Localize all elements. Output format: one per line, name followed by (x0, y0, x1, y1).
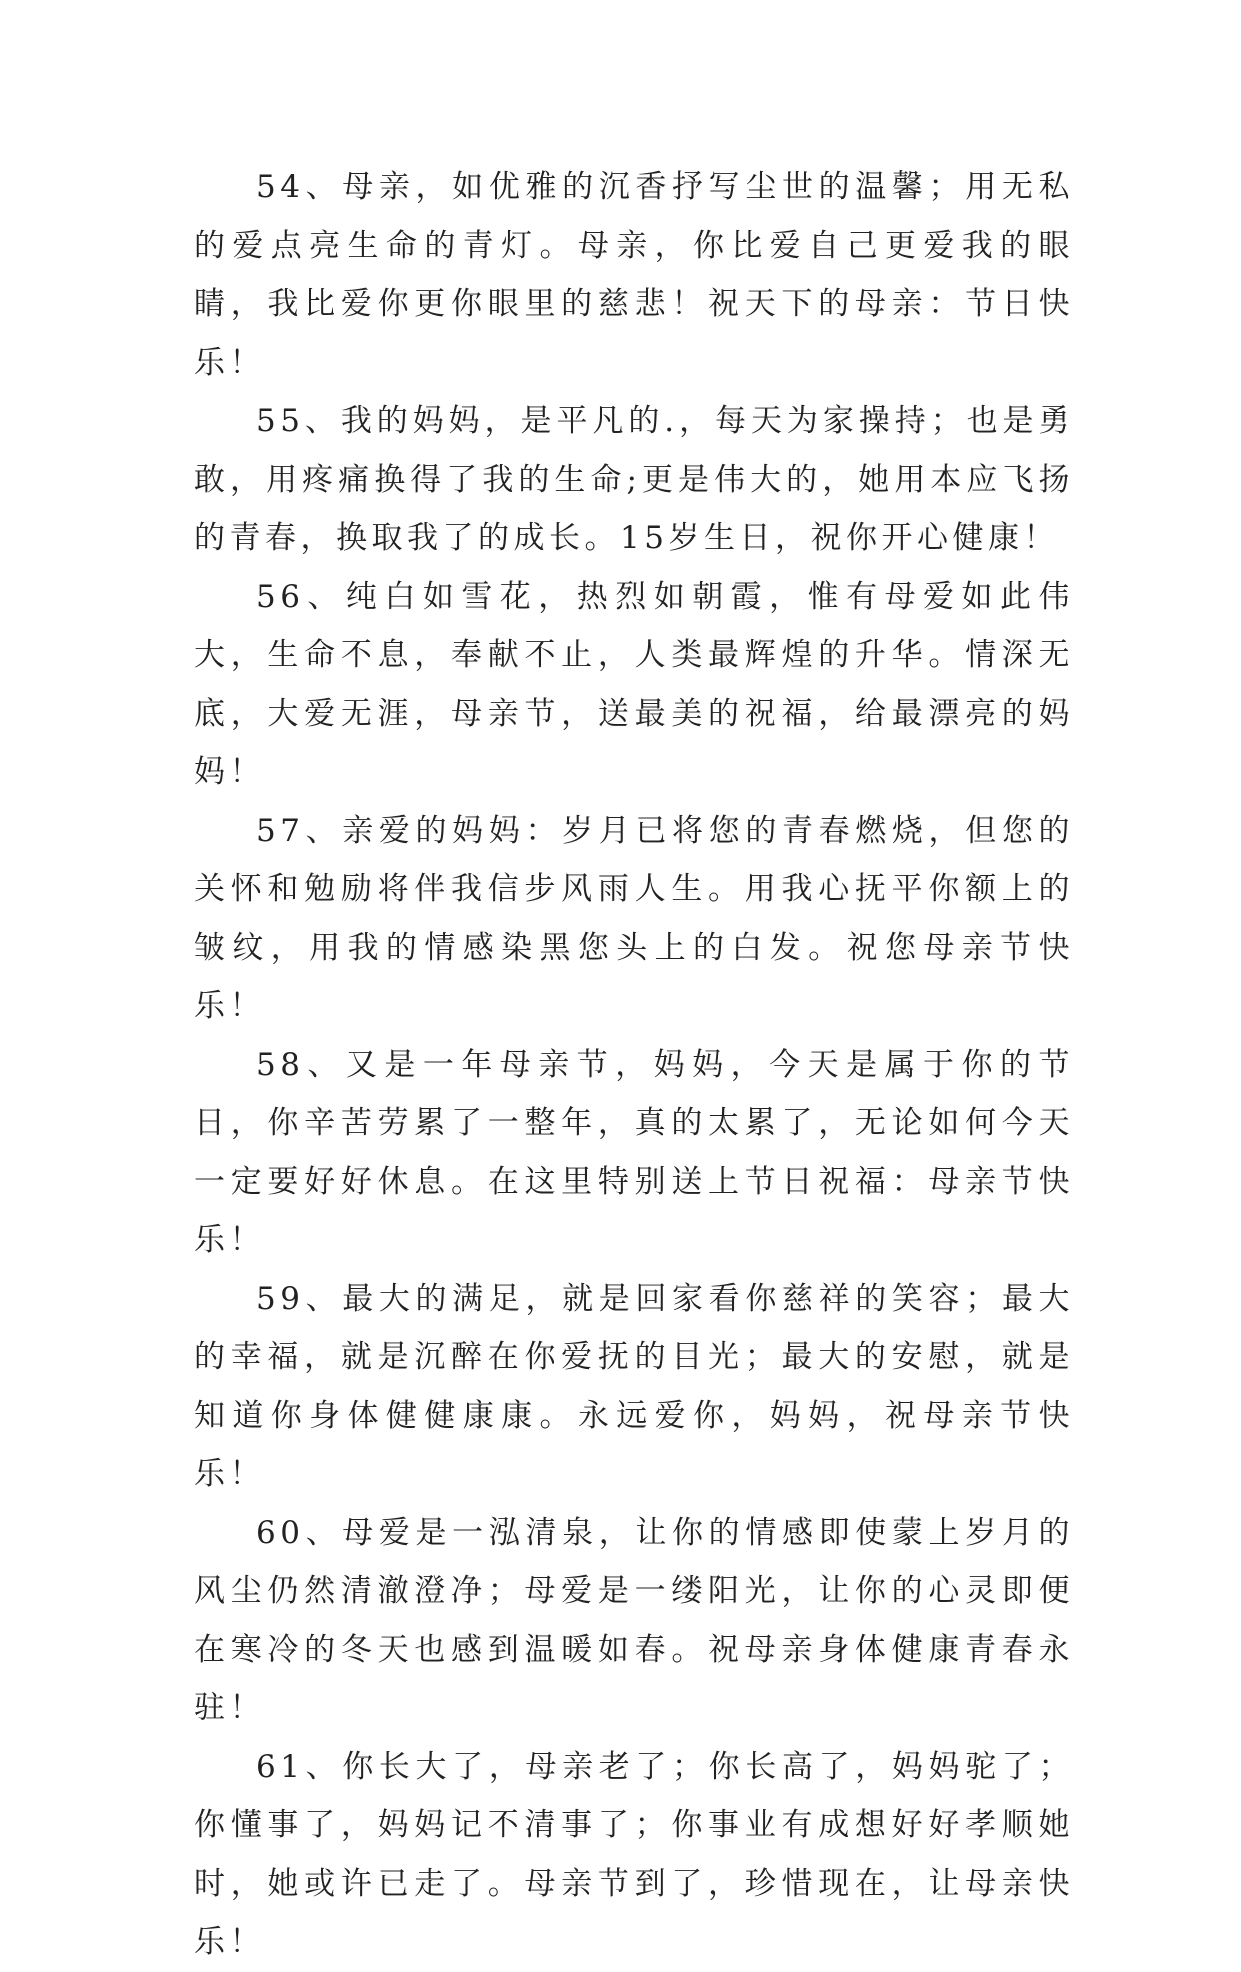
document-body (194, 158, 1074, 1972)
paragraph-58: 58、又是一年母亲节，妈妈，今天是属于你的节日，你辛苦劳累了一整年，真的太累了，无论如何今天一定要好好休息。在这里特别送上节日祝福：母亲节快乐！ (194, 1046, 1074, 1258)
paragraph-55: 55、我的妈妈，是平凡的.，每天为家操持；也是勇敢，用疼痛换得了我的生命;更是伟大的，她用本应飞扬的青春，换取我了的成长。15岁生日，祝你开心健康！ (194, 403, 1074, 556)
paragraph-56: 56、纯白如雪花，热烈如朝霞，惟有母爱如此伟大，生命不息，奉献不止，人类最辉煌的升华。情深无底，大爱无涯，母亲节，送最美的祝福，给最漂亮的妈妈！ (194, 578, 1074, 790)
paragraph-54: 54、母亲，如优雅的沉香抒写尘世的温馨；用无私的爱点亮生命的青灯。母亲，你比爱自己更爱我的眼睛，我比爱你更你眼里的慈悲！祝天下的母亲：节日快乐！ (194, 169, 1074, 381)
paragraph-57: 57、亲爱的妈妈：岁月已将您的青春燃烧，但您的关怀和勉励将伴我信步风雨人生。用我心抚平你额上的皱纹，用我的情感染黑您头上的白发。祝您母亲节快乐！ (194, 812, 1074, 1024)
paragraph-61: 61、你长大了，母亲老了；你长高了，妈妈驼了；你懂事了，妈妈记不清事了；你事业有成想好好孝顺她时，她或许已走了。母亲节到了，珍惜现在，让母亲快乐！ (194, 1748, 1074, 1960)
paragraph-60: 60、母爱是一泓清泉，让你的情感即使蒙上岁月的风尘仍然清澈澄净；母爱是一缕阳光，让你的心灵即便在寒冷的冬天也感到温暖如春。祝母亲身体健康青春永驻！ (194, 1514, 1074, 1726)
paragraph-59: 59、最大的满足，就是回家看你慈祥的笑容；最大的幸福，就是沉醉在你爱抚的目光；最大的安慰，就是知道你身体健健康康。永远爱你，妈妈，祝母亲节快乐！ (194, 1280, 1074, 1492)
